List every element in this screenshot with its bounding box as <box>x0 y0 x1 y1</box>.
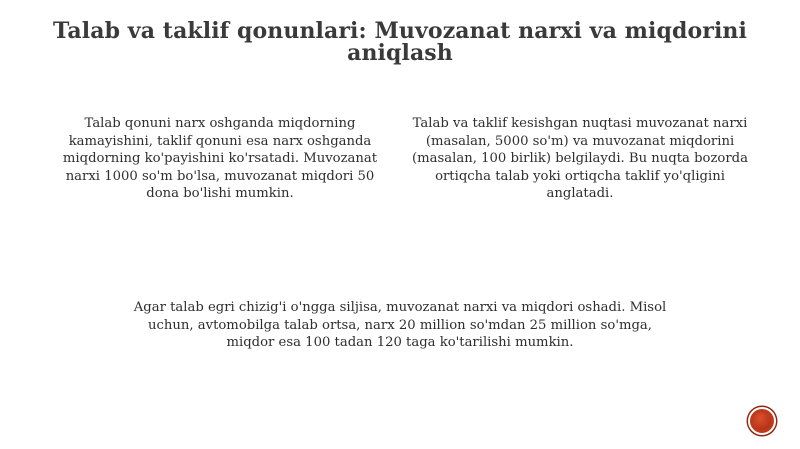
slide-title: Talab va taklif qonunlari: Muvozanat narxi va miqdorini aniqlash <box>53 18 747 66</box>
circle-button-inner <box>753 412 771 430</box>
circle-button-icon[interactable] <box>748 407 776 435</box>
right-paragraph: Talab va taklif kesishgan nuqtasi muvozanat narxi (masalan, 5000 so'm) va muvozanat miqdorini (masalan, 100 birlik) belgilaydi. Bu nuqta bozorda ortiqcha talab yoki ortiqcha taklif yo'qligini anglatadi. <box>412 116 748 202</box>
left-paragraph: Talab qonuni narx oshganda miqdorning kamayishini, taklif qonuni esa narx oshganda miqdorning ko'payishini ko'rsatadi. Muvozanat narxi 1000 so'm bo'lsa, muvozanat miqdori 50 dona bo'lishi mumkin. <box>62 116 378 202</box>
bottom-paragraph: Agar talab egri chizig'i o'ngga siljisa, muvozanat narxi va miqdori oshadi. Misol uchun, avtomobilga talab ortsa, narx 20 million so'mdan 25 million so'mga, miqdor esa 100 tadan 120 taga ko'tarilishi mumkin. <box>133 300 667 351</box>
